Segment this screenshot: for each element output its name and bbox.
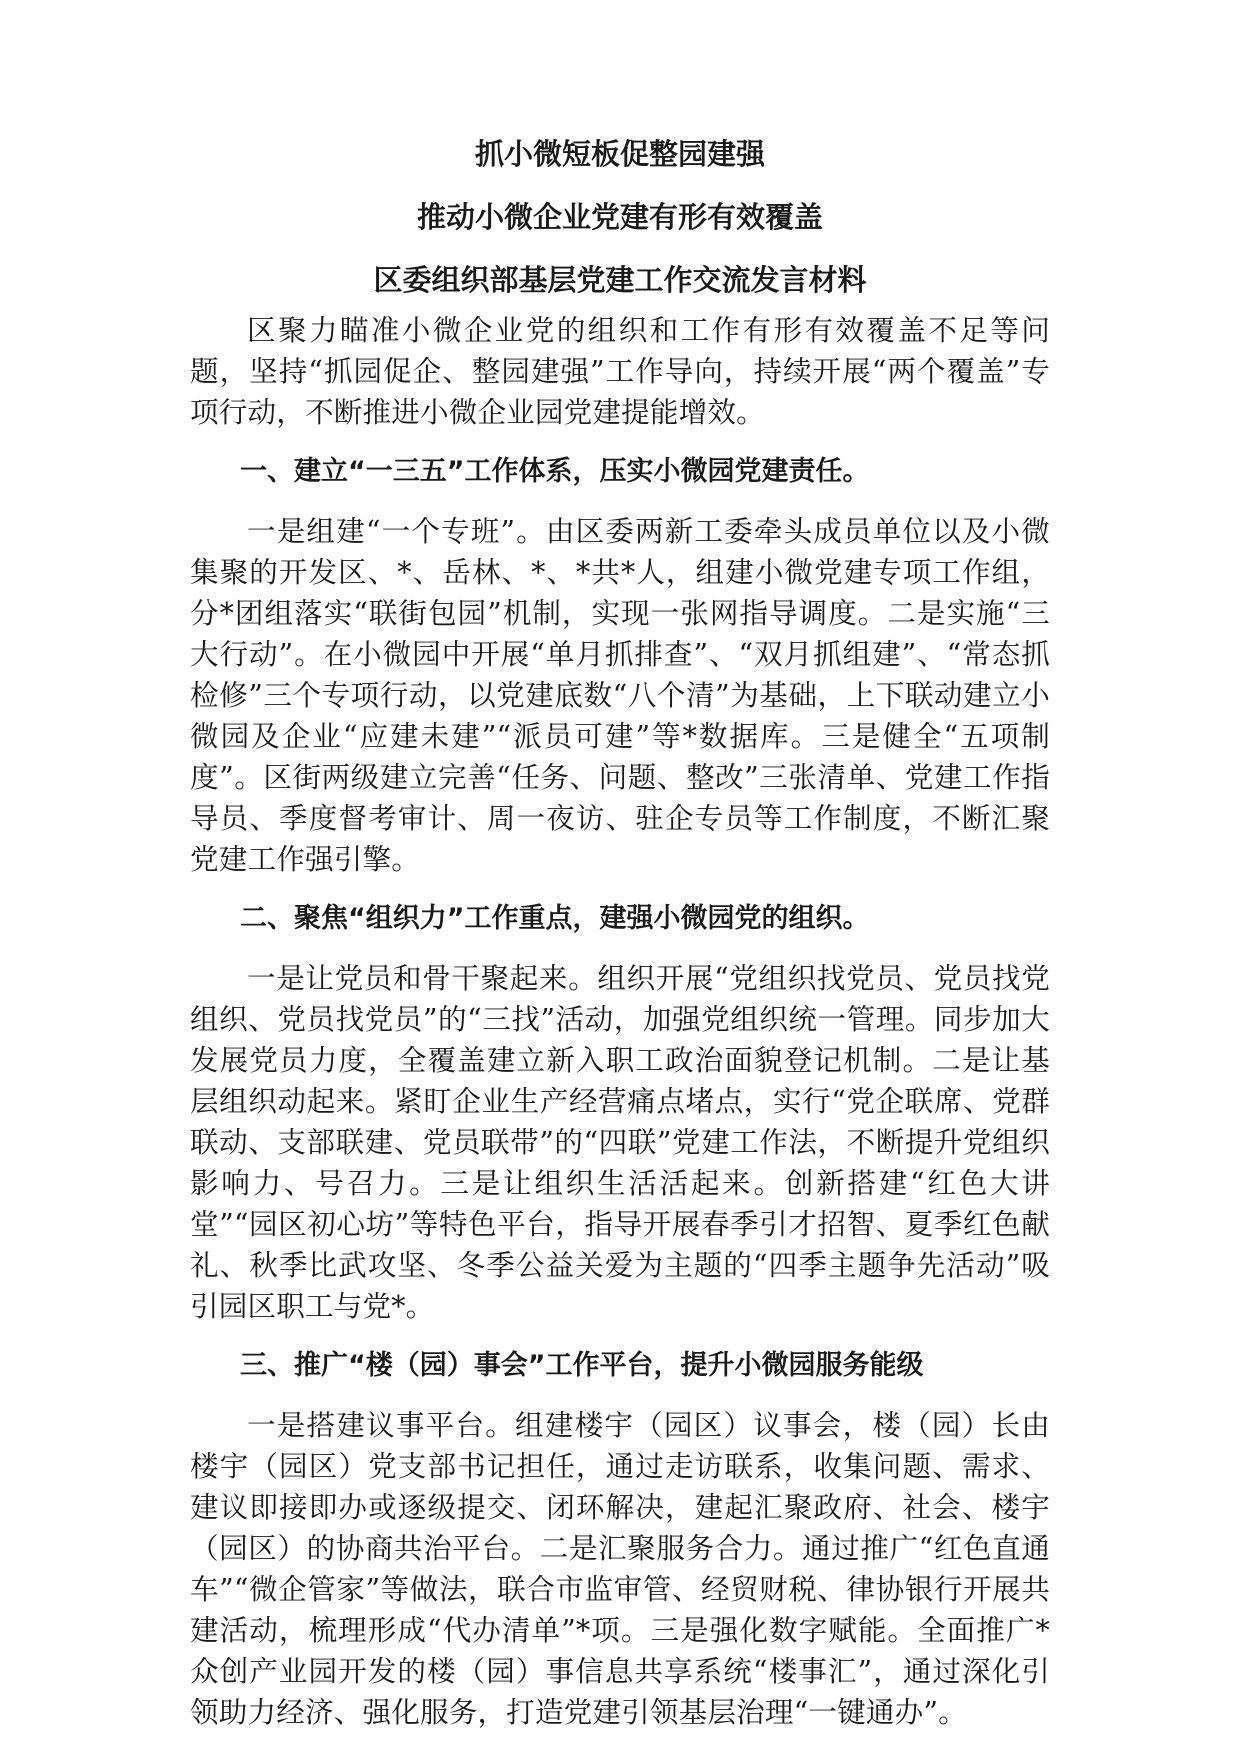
document-subtitle: 推动小微企业党建有形有效覆盖: [416, 200, 823, 234]
section-heading-2: 二、聚焦“组织力”工作重点，建强小微园党的组织。: [240, 903, 870, 934]
section-body-3: 一是搭建议事平台。组建楼宇（园区）议事会，楼（园）长由楼宇（园区）党支部书记担任，通过走访联系，收集问题、需求、建议即接即办或逐级提交、闭环解决，建起汇聚政府、社会、楼宇（园区）的协商共治平台。二是汇聚服务合力。通过推广“红色直通车”“微企管家”等做法，联合市监审管、经贸财税、律协银行开展共建活动，梳理形成“代办清单”*项。三是强化数字赋能。全面推广*众创产业园开发的楼（园）事信息共享系统“楼事汇”，通过深化引领助力经济、强化服务，打造党建引领基层治理“一键通办”。: [190, 1408, 1050, 1729]
intro-paragraph: 区聚力瞄准小微企业党的组织和工作有形有效覆盖不足等问题，坚持“抓园促企、整园建强”工作导向，持续开展“两个覆盖”专项行动，不断推进小微企业园党建提能增效。: [190, 313, 1050, 429]
document-subtitle-2: 区委组织部基层党建工作交流发言材料: [373, 263, 867, 297]
section-body-2: 一是让党员和骨干聚起来。组织开展“党组织找党员、党员找党组织、党员找党员”的“三找”活动，加强党组织统一管理。同步加大发展党员力度，全覆盖建立新入职工政治面貌登记机制。二是让基层组织动起来。紧盯企业生产经营痛点堵点，实行“党企联席、党群联动、支部联建、党员联带”的“四联”党建工作法，不断提升党组织影响力、号召力。三是让组织生活活起来。创新搭建“红色大讲堂”“园区初心坊”等特色平台，指导开展春季引才招智、夏季红色献礼、秋季比武攻坚、冬季公益关爱为主题的“四季主题争先活动”吸引园区职工与党*。: [190, 961, 1050, 1323]
section-body-1: 一是组建“一个专班”。由区委两新工委牵头成员单位以及小微集聚的开发区、*、岳林、*、*共*人，组建小微党建专项工作组，分*团组落实“联街包园”机制，实现一张网指导调度。二是实施“三大行动”。在小微园中开展“单月抓排查”、“双月抓组建”、“常态抓检修”三个专项行动，以党建底数“八个清”为基础，上下联动建立小微园及企业“应建未建”“派员可建”等*数据库。三是健全“五项制度”。区街两级建立完善“任务、问题、整改”三张清单、党建工作指导员、季度督考审计、周一夜访、驻企专员等工作制度，不断汇聚党建工作强引擎。: [190, 514, 1050, 876]
section-heading-3: 三、推广“楼（园）事会”工作平台，提升小微园服务能级: [240, 1350, 924, 1381]
section-heading-1: 一、建立“一三五”工作体系，压实小微园党建责任。: [240, 456, 870, 487]
document-page: [190, 136, 1050, 1733]
document-title: 抓小微短板促整园建强: [474, 137, 765, 171]
